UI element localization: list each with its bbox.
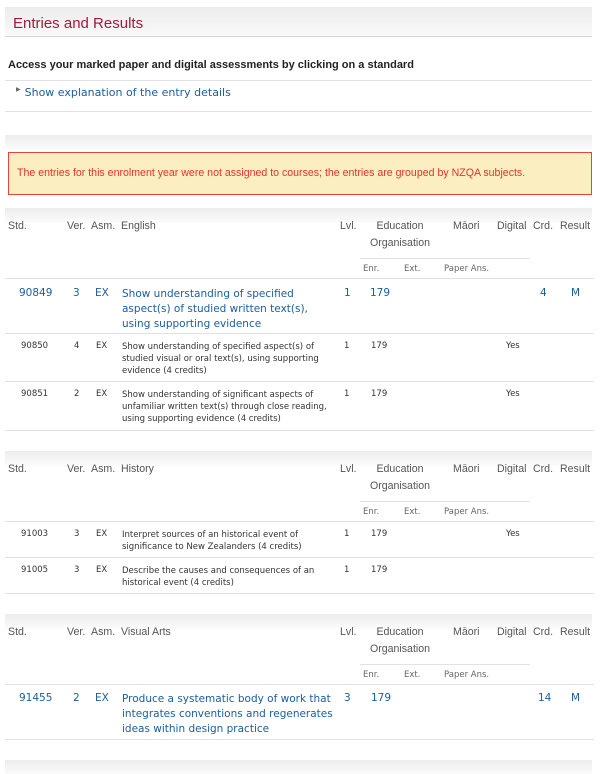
col-header-education: Education: [376, 220, 424, 232]
section-band: [5, 135, 592, 150]
header-divider: [360, 501, 530, 502]
col-header-result: Result: [560, 463, 591, 475]
cell-std: 90851: [21, 389, 49, 399]
section-band: [5, 760, 592, 774]
cell-title-link[interactable]: Show understanding of specified aspect(s) of studied written text(s), using supporting evidence: [122, 288, 308, 331]
col-header-ext: Ext.: [404, 670, 421, 680]
show-explanation-label: Show explanation of the entry details: [24, 86, 231, 99]
col-header-digital: Digital: [497, 626, 527, 638]
col-header-digital: Digital: [497, 220, 527, 232]
subject-table-visual-arts: [5, 624, 594, 744]
col-header-enr: Enr.: [363, 507, 380, 517]
col-header-crd: Crd.: [533, 220, 554, 232]
table-row[interactable]: [5, 279, 594, 334]
cell-asm: EX: [95, 287, 109, 299]
col-header-std: Std.: [8, 463, 27, 475]
cell-ver: 2: [74, 389, 80, 399]
warning-banner: The entries for this enrolment year were not assigned to courses; the entries are grouped by NZQA subjects.: [8, 152, 592, 195]
cell-digital: Yes: [506, 529, 520, 539]
cell-std[interactable]: 91455: [19, 692, 53, 704]
col-header-education: Education: [376, 463, 424, 475]
table-row: [5, 522, 594, 558]
col-header-ext: Ext.: [404, 264, 421, 274]
col-header-ver: Ver.: [67, 220, 86, 232]
table-row: [5, 334, 594, 382]
cell-crd: 4: [540, 287, 547, 299]
col-header-result: Result: [560, 626, 591, 638]
col-header-paper-ans: Paper Ans.: [444, 507, 490, 517]
cell-lvl: 1: [344, 389, 350, 399]
cell-title: Describe the causes and consequences of an historical event (4 credits): [122, 566, 315, 589]
col-header-organisation: Organisation: [369, 643, 431, 655]
col-header-maori: Māori: [453, 220, 480, 232]
cell-crd: 14: [538, 692, 552, 704]
cell-enr: 179: [371, 692, 392, 704]
col-header-asm: Asm.: [91, 220, 116, 232]
cell-title: Show understanding of specified aspect(s) of studied visual or oral text(s), using supporting evidence (4 credits): [122, 342, 319, 377]
cell-asm: EX: [96, 565, 108, 575]
col-header-std: Std.: [8, 220, 27, 232]
cell-ver: 4: [74, 341, 80, 351]
cell-enr: 179: [371, 341, 388, 351]
col-header-paper-ans: Paper Ans.: [444, 670, 490, 680]
col-header-asm: Asm.: [91, 626, 116, 638]
cell-lvl: 1: [344, 565, 350, 575]
page-title: Entries and Results: [13, 15, 144, 32]
cell-title: Interpret sources of an historical event of significance to New Zealanders (4 credits): [122, 530, 302, 553]
page-header: [5, 7, 592, 37]
col-header-education: Education: [376, 626, 424, 638]
cell-ver: 3: [74, 529, 80, 539]
col-header-ver: Ver.: [67, 626, 86, 638]
access-instructions: Access your marked paper and digital assessments by clicking on a standard: [8, 59, 414, 71]
col-header-organisation: Organisation: [369, 237, 431, 249]
col-header-crd: Crd.: [533, 463, 554, 475]
show-explanation-link[interactable]: [16, 86, 231, 99]
divider: [5, 111, 592, 112]
cell-lvl: 1: [344, 341, 350, 351]
col-header-paper-ans: Paper Ans.: [444, 264, 490, 274]
col-header-enr: Enr.: [363, 670, 380, 680]
col-header-maori: Māori: [453, 463, 480, 475]
cell-enr: 179: [371, 389, 388, 399]
cell-title: Show understanding of significant aspects of unfamiliar written text(s) through close reading, using supporting evidence (4 credits): [122, 390, 327, 425]
disclosure-triangle-icon: ▶: [16, 86, 21, 93]
subject-table-english: [5, 218, 594, 433]
cell-asm: EX: [96, 529, 108, 539]
subject-name: English: [121, 220, 156, 232]
cell-asm: EX: [96, 389, 108, 399]
col-header-digital: Digital: [497, 463, 527, 475]
cell-ver: 3: [74, 565, 80, 575]
table-row: [5, 382, 594, 431]
cell-asm: EX: [96, 341, 108, 351]
col-header-organisation: Organisation: [369, 480, 431, 492]
cell-digital: Yes: [506, 341, 520, 351]
cell-title-link[interactable]: Produce a systematic body of work that integrates conventions and regenerates ideas within design practice: [122, 693, 333, 736]
cell-ver: 2: [73, 692, 80, 704]
col-header-lvl: Lvl.: [340, 220, 357, 232]
col-header-result: Result: [560, 220, 591, 232]
cell-ver: 3: [73, 287, 80, 299]
cell-result: M: [571, 287, 581, 299]
subject-table-history: [5, 461, 594, 596]
cell-std: 91005: [21, 565, 49, 575]
cell-result: M: [571, 692, 581, 704]
col-header-enr: Enr.: [363, 264, 380, 274]
header-divider: [360, 258, 530, 259]
table-row: [5, 558, 594, 594]
col-header-ver: Ver.: [67, 463, 86, 475]
cell-lvl: 1: [344, 529, 350, 539]
cell-enr: 179: [371, 529, 388, 539]
col-header-crd: Crd.: [533, 626, 554, 638]
subject-name: History: [121, 463, 154, 475]
col-header-lvl: Lvl.: [340, 463, 357, 475]
col-header-asm: Asm.: [91, 463, 116, 475]
col-header-ext: Ext.: [404, 507, 421, 517]
divider: [5, 80, 592, 81]
col-header-std: Std.: [8, 626, 27, 638]
cell-std: 90850: [21, 341, 49, 351]
subject-name: Visual Arts: [121, 626, 171, 638]
cell-enr: 179: [371, 565, 388, 575]
cell-lvl: 3: [344, 692, 351, 704]
cell-std: 91003: [21, 529, 49, 539]
header-divider: [360, 664, 530, 665]
col-header-maori: Māori: [453, 626, 480, 638]
table-row[interactable]: [5, 685, 594, 740]
cell-asm: EX: [95, 692, 109, 704]
cell-std[interactable]: 90849: [19, 287, 53, 299]
col-header-lvl: Lvl.: [340, 626, 357, 638]
cell-enr: 179: [370, 287, 391, 299]
cell-lvl: 1: [344, 287, 351, 299]
cell-digital: Yes: [506, 389, 520, 399]
